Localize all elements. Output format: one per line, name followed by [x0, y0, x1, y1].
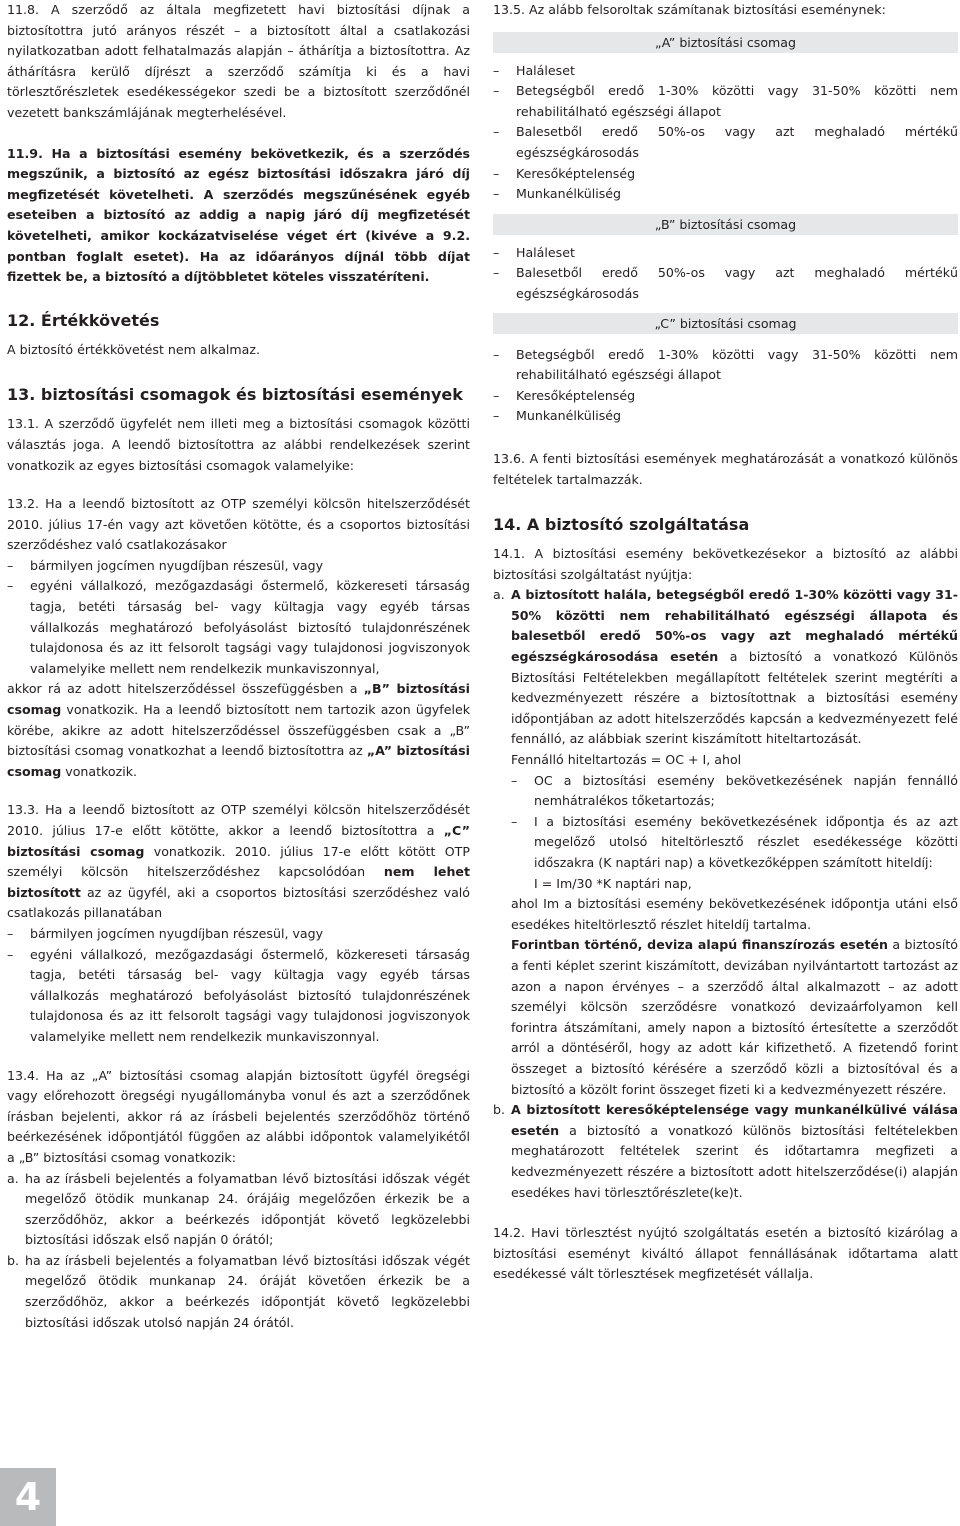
package-c-item: – Keresőképtelenség — [493, 386, 958, 407]
text-fx: a biztosító a fenti képlet szerint kiszámított, devizában nyilvántartott tartozást az azon a napon érvényes – a szerződő által alkalmazott – az adott személyi kölcsön szerződésre vonatkozó devizaárfolyamon kell forintra átszámítani, amely napon a biztosító értesítette a szerződőt arról a döntéséről, hogy az adott kár kifizethető. A fizetendő forint összeget a biztosító kérésére a szerződő közli a biztosítóval és a biztosító a közölt forint összeget fizeti ki a kedvezményezett részére. — [511, 937, 958, 1097]
package-c-header: „C” biztosítási csomag — [493, 313, 958, 334]
text-13-4-a: ha az írásbeli bejelentés a folyamatban lévő biztosítási időszak végét megelőző ötödik munkanap 24. órájáig megelőzően érkezik be a szerződőhöz, akkor a beérkezés időpontját követő legközelebbi biztosítási időszak első napján 0 órától; — [25, 1170, 470, 1248]
paragraph-13-2-dash-2: – egyéni vállalkozó, mezőgazdasági őstermelő, közkereseti társaság tagja, betéti társaság bel- vagy kültagja vagy egyéb társas vállalkozás meghatározó befolyásolást biztosító tulajdonrészének tulajdonosa és az itt felsorolt tagsági vagy tulajdonosi jogviszonyok valamelyike mellett nem rendelkezik munkaviszonnyal, — [7, 576, 470, 679]
page-number: 4 — [0, 1468, 56, 1526]
paragraph-13-2: 13.2. Ha a leendő biztosított az OTP személyi kölcsön hitelszerződését 2010. július 17-én vagy azt követően kötötte, és a csoportos biztosítási szerződéshez való csatlakozásakor — [7, 496, 470, 553]
text-13-2-part-3: vonatkozik. — [65, 763, 138, 779]
package-b-item: – Haláleset — [493, 243, 958, 264]
paragraph-14-1: 14.1. A biztosítási esemény bekövetkezésekor a biztosító az alábbi biztosítási szolgáltatást nyújtja: — [493, 546, 958, 582]
package-b-header: „B” biztosítási csomag — [493, 214, 958, 235]
section-14-heading: 14. A biztosító szolgáltatása — [493, 515, 750, 535]
paragraph-13-2-conclusion — [7, 679, 470, 782]
package-a-item: – Munkanélküliség — [493, 184, 958, 205]
paragraph-11-8: 11.8. A szerződő az általa megfizetett havi biztosítási díjnak a biztosítottra jutó arányos részét – a biztosított által a csatlakozási nyilatkozatban adott felhatalmazás alapján – áthárítja a biztosítottra. Az áthárításra kerülő díjrészt a szerződő számítja ki és a havi törlesztőrészletek esedékességekor szedi be a biztosított szerződőnél vezetett bankszámlájának megterhelésével. — [7, 2, 470, 120]
package-c-reference: „C” biztosítási csomag — [7, 823, 470, 859]
definition-im: ahol Im a biztosítási esemény bekövetkezésének időpontja utáni első esedékes hiteltörlesztő részlet hiteldíj tartalma. — [511, 896, 958, 932]
list-letter-b: b. — [7, 1252, 19, 1268]
package-a-list — [493, 61, 958, 205]
package-b-reference: „B” biztosítási csomag — [7, 681, 470, 718]
package-b-list — [493, 243, 958, 305]
section-13-heading: 13. biztosítási csomagok és biztosítási események — [7, 385, 463, 405]
package-c-item: – Munkanélküliség — [493, 406, 958, 427]
text-13-3-part-1: 13.3. Ha a leendő biztosított az OTP személyi kölcsön hitelszerződését 2010. július 17-e előtt kötötte, akkor a leendő biztosítottra a — [7, 802, 470, 838]
package-a-item: – Keresőképtelenség — [493, 164, 958, 185]
not-insured-phrase: nem lehet biztosított — [7, 864, 470, 900]
formula-definitions — [493, 771, 958, 895]
paragraph-12: A biztosító értékkövetést nem alkalmaz. — [7, 341, 261, 357]
package-a-reference: „A” biztosítási csomag — [7, 743, 470, 779]
left-column — [7, 0, 470, 1333]
paragraph-13-6: 13.6. A fenti biztosítási események meghatározását a vonatkozó különös feltételek tartalmazzák. — [493, 450, 958, 487]
paragraph-13-5: 13.5. Az alább felsoroltak számítanak biztosítási eseménynek: — [493, 2, 886, 17]
list-letter-a: a. — [7, 1170, 19, 1186]
paragraph-13-4: 13.4. Ha az „A” biztosítási csomag alapján biztosított ügyfél öregségi vagy előrehozott öregségi nyugállományba vonul és azt a szerződőnek írásban bejelenti, akkor rá az írásbeli bejelentés szerződőhöz történő beérkezésének időpontjától függően az alábbi időpontok valamelyikétől a „B” biztosítási csomag vonatkozik: — [7, 1067, 470, 1165]
section-12-heading: 12. Értékkövetés — [7, 310, 160, 330]
paragraph-13-3 — [7, 800, 470, 924]
package-a-item: – Haláleset — [493, 61, 958, 82]
list-letter-a: a. — [493, 587, 505, 603]
definition-oc: – OC a biztosítási esemény bekövetkezésének napján fennálló nemhátralékos tőketartozás; — [511, 771, 958, 812]
text-13-3-part-3: az az ügyfél, aki a csoportos biztosítási szerződéshez való csatlakozás pillanatában — [7, 884, 470, 921]
text-14-1-b: a biztosító a vonatkozó különös biztosítási feltételekben meghatározott feltételek szerint és időtartamra megfizeti a kedvezményezett részére a biztosított adott hitelszerződése(i) alapján esedékes havi törlesztőrészlete(ke)t. — [511, 1122, 958, 1200]
paragraph-13-1: 13.1. A szerződő ügyfelét nem illeti meg a biztosítási csomagok közötti választás joga. A leendő biztosítottra az alábbi rendelkezések szerint vonatkozik az egyes biztosítási csomagok valamelyike: — [7, 416, 470, 473]
right-column — [493, 0, 958, 1285]
list-letter-b: b. — [493, 1102, 505, 1118]
text-13-2-part-1: akkor rá az adott hitelszerződéssel összefüggésben a — [7, 681, 358, 697]
text-13-3-part-2: vonatkozik. 2010. július 17-e előtt kötött OTP személyi kölcsön hitelszerződéshez kapcsolódóan — [7, 843, 470, 880]
package-b-item: – Balesetből eredő 50%-os vagy azt meghaladó mértékű egészségkárosodás — [493, 263, 958, 304]
paragraph-13-3-dash-2: – egyéni vállalkozó, mezőgazdasági őstermelő, közkereseti társaság tagja, betéti társaság bel- vagy kültagja vagy egyéb társas vállalkozás meghatározó befolyásolást biztosító tulajdonrészének tulajdonosa és az itt felsorolt tagsági vagy tulajdonosi jogviszonyok valamelyike mellett nem rendelkezik munkaviszonnyal. — [7, 945, 470, 1048]
text-14-1-b-bold: A biztosított keresőképtelensége vagy munkanélkülivé válása esetén — [511, 1102, 958, 1138]
paragraph-11-9: 11.9. Ha a biztosítási esemény bekövetkezik, és a szerződés megszűnik, a biztosító az egész biztosítási időszakra járó díj megfizetését követelheti. A szerződés megszűnésének egyéb eseteiben a biztosító az addig a napig járó díj megfizetését követelheti, amikor kockázatviselése véget ért (kivéve a 9.2. pontban foglalt esetet). Ha az időarányos díjnál több díjat fizettek be, a biztosító a díjtöbbletet köteles visszatéríteni. — [7, 145, 470, 285]
paragraph-14-2: 14.2. Havi törlesztést nyújtó szolgáltatás esetén a biztosító kizárólag a biztosítási eseményt kiváltó állapot fennállásának időtartama alatt esedékessé vált törlesztések megfizetését vállalja. — [493, 1225, 958, 1282]
paragraph-14-1-a — [493, 585, 958, 750]
paragraph-13-4-a — [7, 1169, 470, 1251]
paragraph-13-2-dash-1: – bármilyen jogcímen nyugdíjban részesül, vagy — [7, 556, 470, 577]
text-14-1-a-bold: A biztosított halála, betegségből eredő 1-30% közötti vagy 31-50% közötti nem rehabilitálható egészségi állapota és balesetből eredő 50%-os vagy azt meghaladó mértékű egészségkárosodása esetén — [511, 587, 958, 665]
package-a-item: – Betegségből eredő 1-30% közötti vagy 31-50% közötti nem rehabilitálható egészségi állapot — [493, 81, 958, 122]
text-14-1-a: a biztosító a vonatkozó Különös Biztosítási Feltételekben megállapított feltételek szerint megtéríti a kedvezményezett részére a biztosítottnak a biztosítási esemény időpontjában az adott hitelszerződés kapcsán a kedvezményezett felé fennálló, az alábbiak szerint kiszámított hiteltartozását. — [511, 649, 958, 747]
text-13-4-b: ha az írásbeli bejelentés a folyamatban lévő biztosítási időszak végét megelőző ötödik munkanap 24. óráját követően érkezik be a szerződőhöz, akkor a beérkezés időpontját követő legközelebbi biztosítási időszak utolsó napján 24 órától. — [25, 1252, 470, 1330]
paragraph-13-3-dash-1: – bármilyen jogcímen nyugdíjban részesül, vagy — [7, 924, 470, 945]
package-a-item: – Balesetből eredő 50%-os vagy azt meghaladó mértékű egészségkárosodás — [493, 122, 958, 163]
package-a-header: „A” biztosítási csomag — [493, 32, 958, 53]
text-fx-bold: Forintban történő, deviza alapú finanszírozás esetén — [511, 937, 888, 953]
formula-debt: Fennálló hiteltartozás = OC + I, ahol — [511, 752, 742, 768]
paragraph-fx — [493, 935, 958, 1100]
formula-interest: I = Im/30 *K naptári nap, — [534, 875, 692, 891]
text-13-2-part-2: vonatkozik. Ha a leendő biztosított nem tartozik azon ügyfelek körébe, akikre az adott hitelszerződéssel összefüggésben csak a „B” biztosítási csomag vonatkozhat a leendő biztosítottra az — [7, 702, 470, 759]
paragraph-14-1-b — [493, 1100, 958, 1203]
package-c-list — [493, 345, 958, 427]
paragraph-13-4-b — [7, 1251, 470, 1333]
package-c-item: – Betegségből eredő 1-30% közötti vagy 31-50% közötti nem rehabilitálható egészségi állapot — [493, 345, 958, 386]
definition-i: – I a biztosítási esemény bekövetkezésének időpontja és az azt megelőző utolsó hiteltörlesztő részlet esedékessége közötti időszakra (K naptári nap) a következőképpen számított hiteldíj: — [511, 812, 958, 874]
